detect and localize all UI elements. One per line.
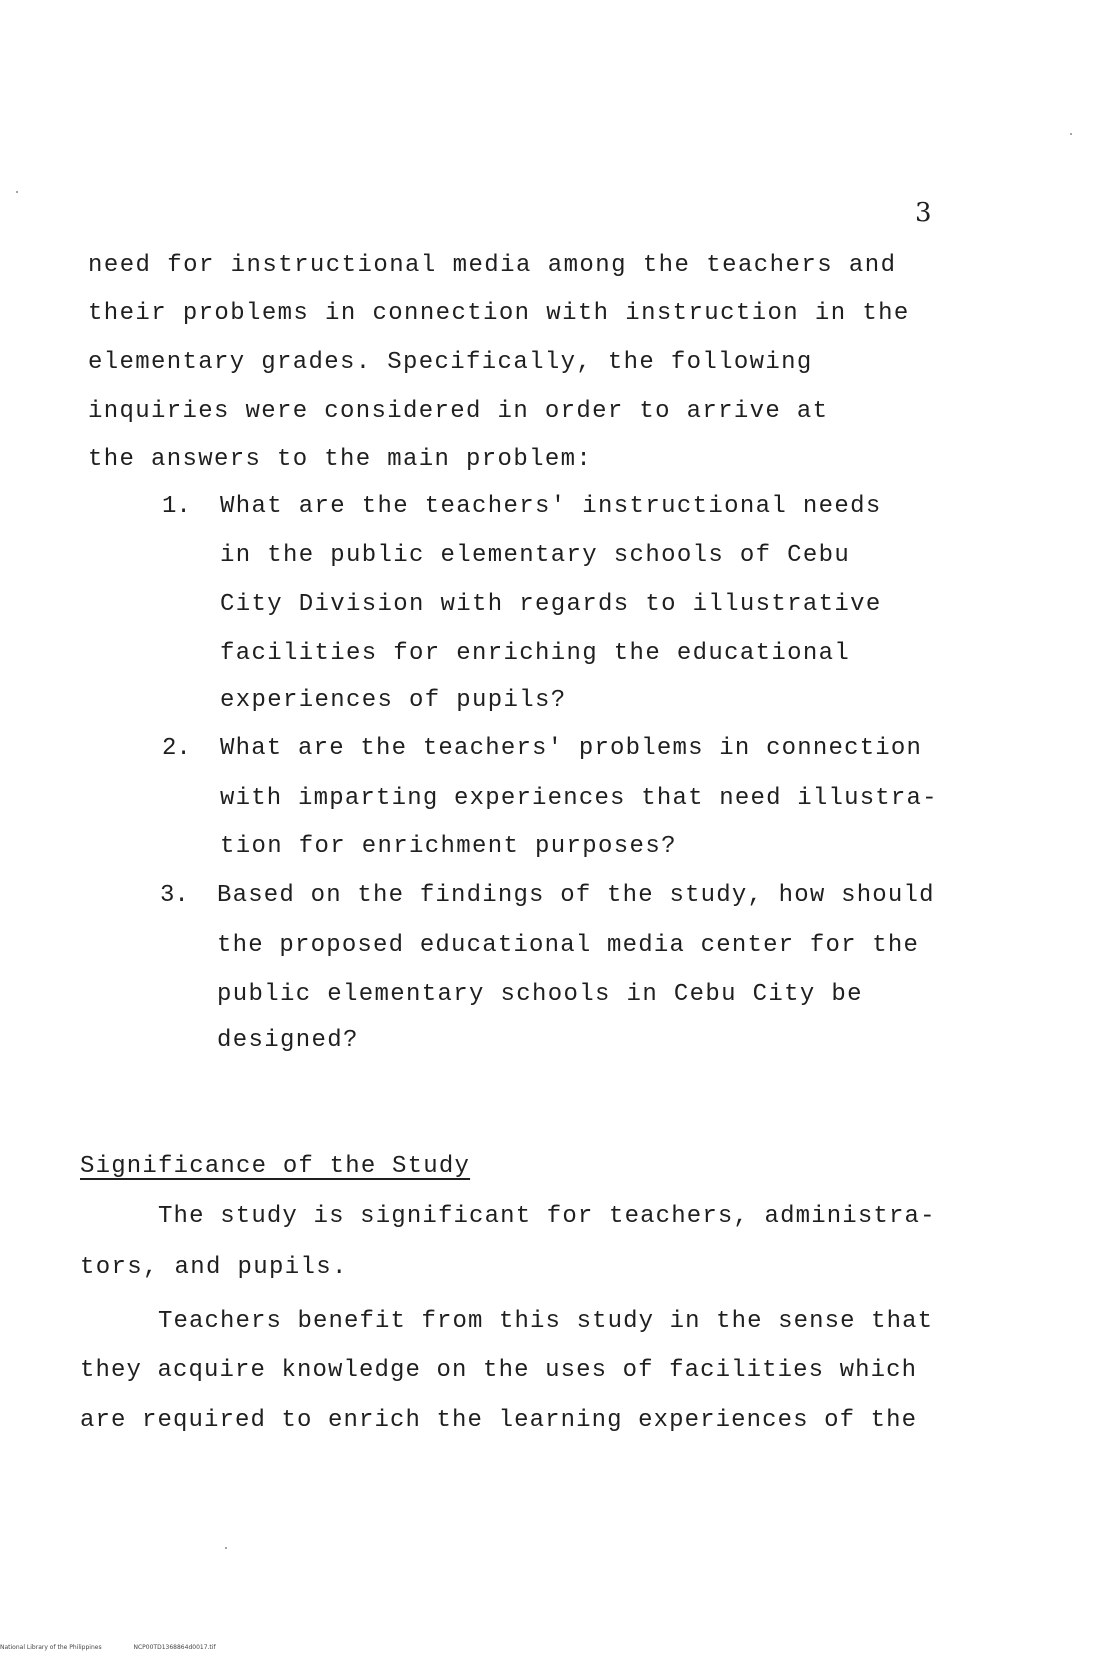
scan-speck [1070,133,1072,135]
question-line: experiences of pupils? [220,687,567,714]
section-heading: Significance of the Study [80,1153,471,1180]
question-line: What are the teachers' instructional needs [220,493,882,520]
question-line: tion for enrichment purposes? [220,833,677,860]
question-line: City Division with regards to illustrative [220,591,882,618]
question-line: the proposed educational media center for the [217,932,920,959]
page-number: 3 [915,198,932,228]
significance-line: The study is significant for teachers, administra- [158,1203,936,1230]
question-line: What are the teachers' problems in connection [220,735,923,762]
question-number: 3. [160,882,189,909]
scan-footer [0,1644,246,1652]
footer-file-id: NCP00TD1368864d0017.tif [133,1644,216,1651]
question-line: with imparting experiences that need illustra- [220,785,938,812]
intro-line: their problems in connection with instruction in the [88,300,910,327]
significance-line: Teachers benefit from this study in the sense that [158,1308,934,1335]
intro-line: the answers to the main problem: [88,446,593,473]
intro-line: elementary grades. Specifically, the following [88,349,813,376]
question-line: in the public elementary schools of Cebu [220,542,851,569]
significance-line: they acquire knowledge on the uses of facilities which [80,1357,918,1384]
question-line: Based on the findings of the study, how should [217,882,935,909]
intro-line: inquiries were considered in order to arrive at [88,398,829,425]
question-number: 1. [162,493,191,520]
significance-line: are required to enrich the learning experiences of the [80,1407,918,1434]
footer-library: National Library of the Philippines [0,1644,102,1651]
intro-line: need for instructional media among the teachers and [88,252,897,279]
question-line: public elementary schools in Cebu City be [217,981,863,1008]
question-line: facilities for enriching the educational [220,640,851,667]
scan-speck [225,1547,227,1549]
significance-line: tors, and pupils. [80,1254,348,1281]
question-line: designed? [217,1027,359,1054]
scan-speck [16,191,18,193]
question-number: 2. [162,735,191,762]
